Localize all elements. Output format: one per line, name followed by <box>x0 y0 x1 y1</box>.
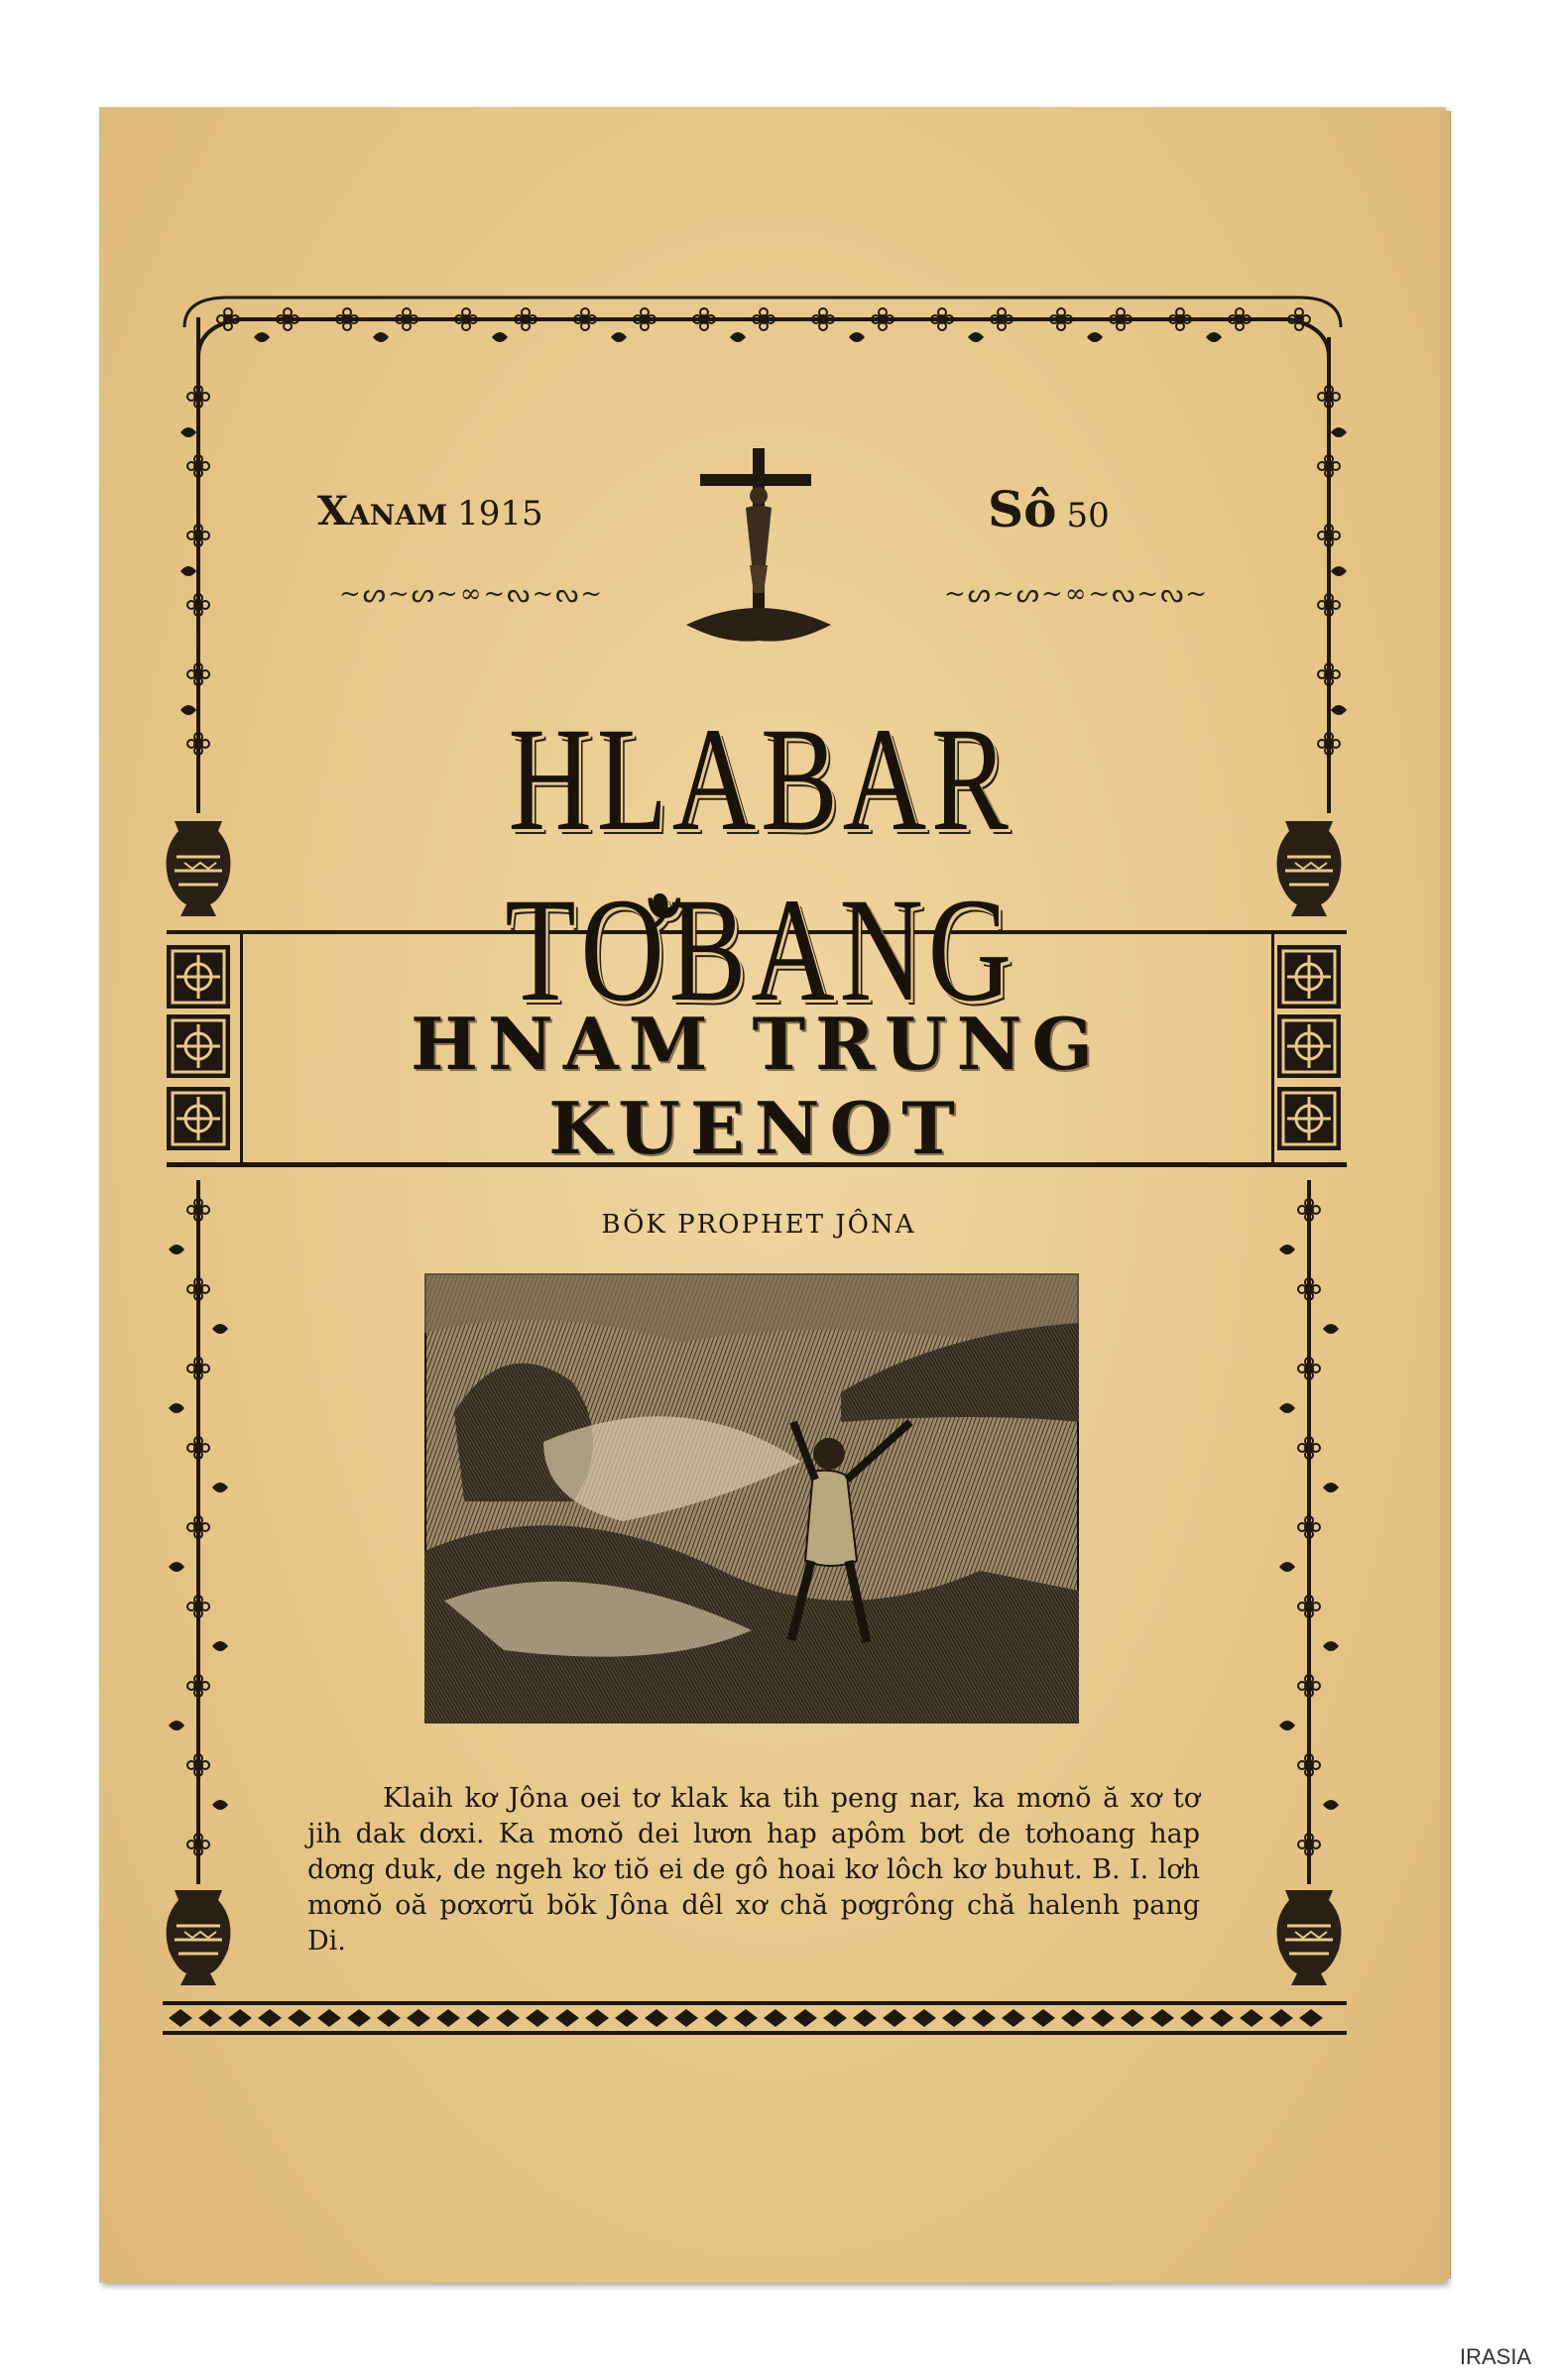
issue-year: 1915 <box>457 494 543 534</box>
article-paragraph: Klaih kơ Jôna oei tơ klak ka tih peng nar, ka mơnŏ ă xơ tơ jih dak dơxi. Ka mơnŏ dei lươn hap apôm bơt de tơhoang hap dơng duk, de ngeh kơ tiŏ ei de gô hoai kơ lôch kơ buhut. B. I. lơh mơnŏ oă pơxơrŭ bŏk Jôna dêl xơ chă pơgrông chă halenh pang Di. <box>307 1783 1200 1957</box>
article-heading: BŎK PROPHET JÔNA <box>601 1210 916 1240</box>
issue-date <box>317 488 543 535</box>
subtitle-wrapper <box>246 1002 1267 1170</box>
page-subtitle: HNAM TRUNG KUENOT <box>411 1002 1103 1170</box>
swirl-ornament-right: ~ᔕ~ᔕ~∞~ᔓ~ᔓ~ <box>944 579 1210 609</box>
archive-credit: IRASIA <box>1460 2344 1532 2369</box>
issue-number <box>988 480 1110 538</box>
issue-month: Xanam <box>317 488 448 535</box>
title-wrapper <box>248 694 1273 1035</box>
issue-number-value: 50 <box>1066 496 1110 536</box>
crucifix-icon <box>686 448 831 642</box>
jonah-illustration <box>424 1273 1079 1724</box>
page-title: HLABAR TƠ̆BANG <box>505 697 1016 1032</box>
issue-number-label: Sô <box>988 480 1057 538</box>
swirl-ornament-left: ~ᔕ~ᔕ~∞~ᔓ~ᔓ~ <box>339 579 605 609</box>
